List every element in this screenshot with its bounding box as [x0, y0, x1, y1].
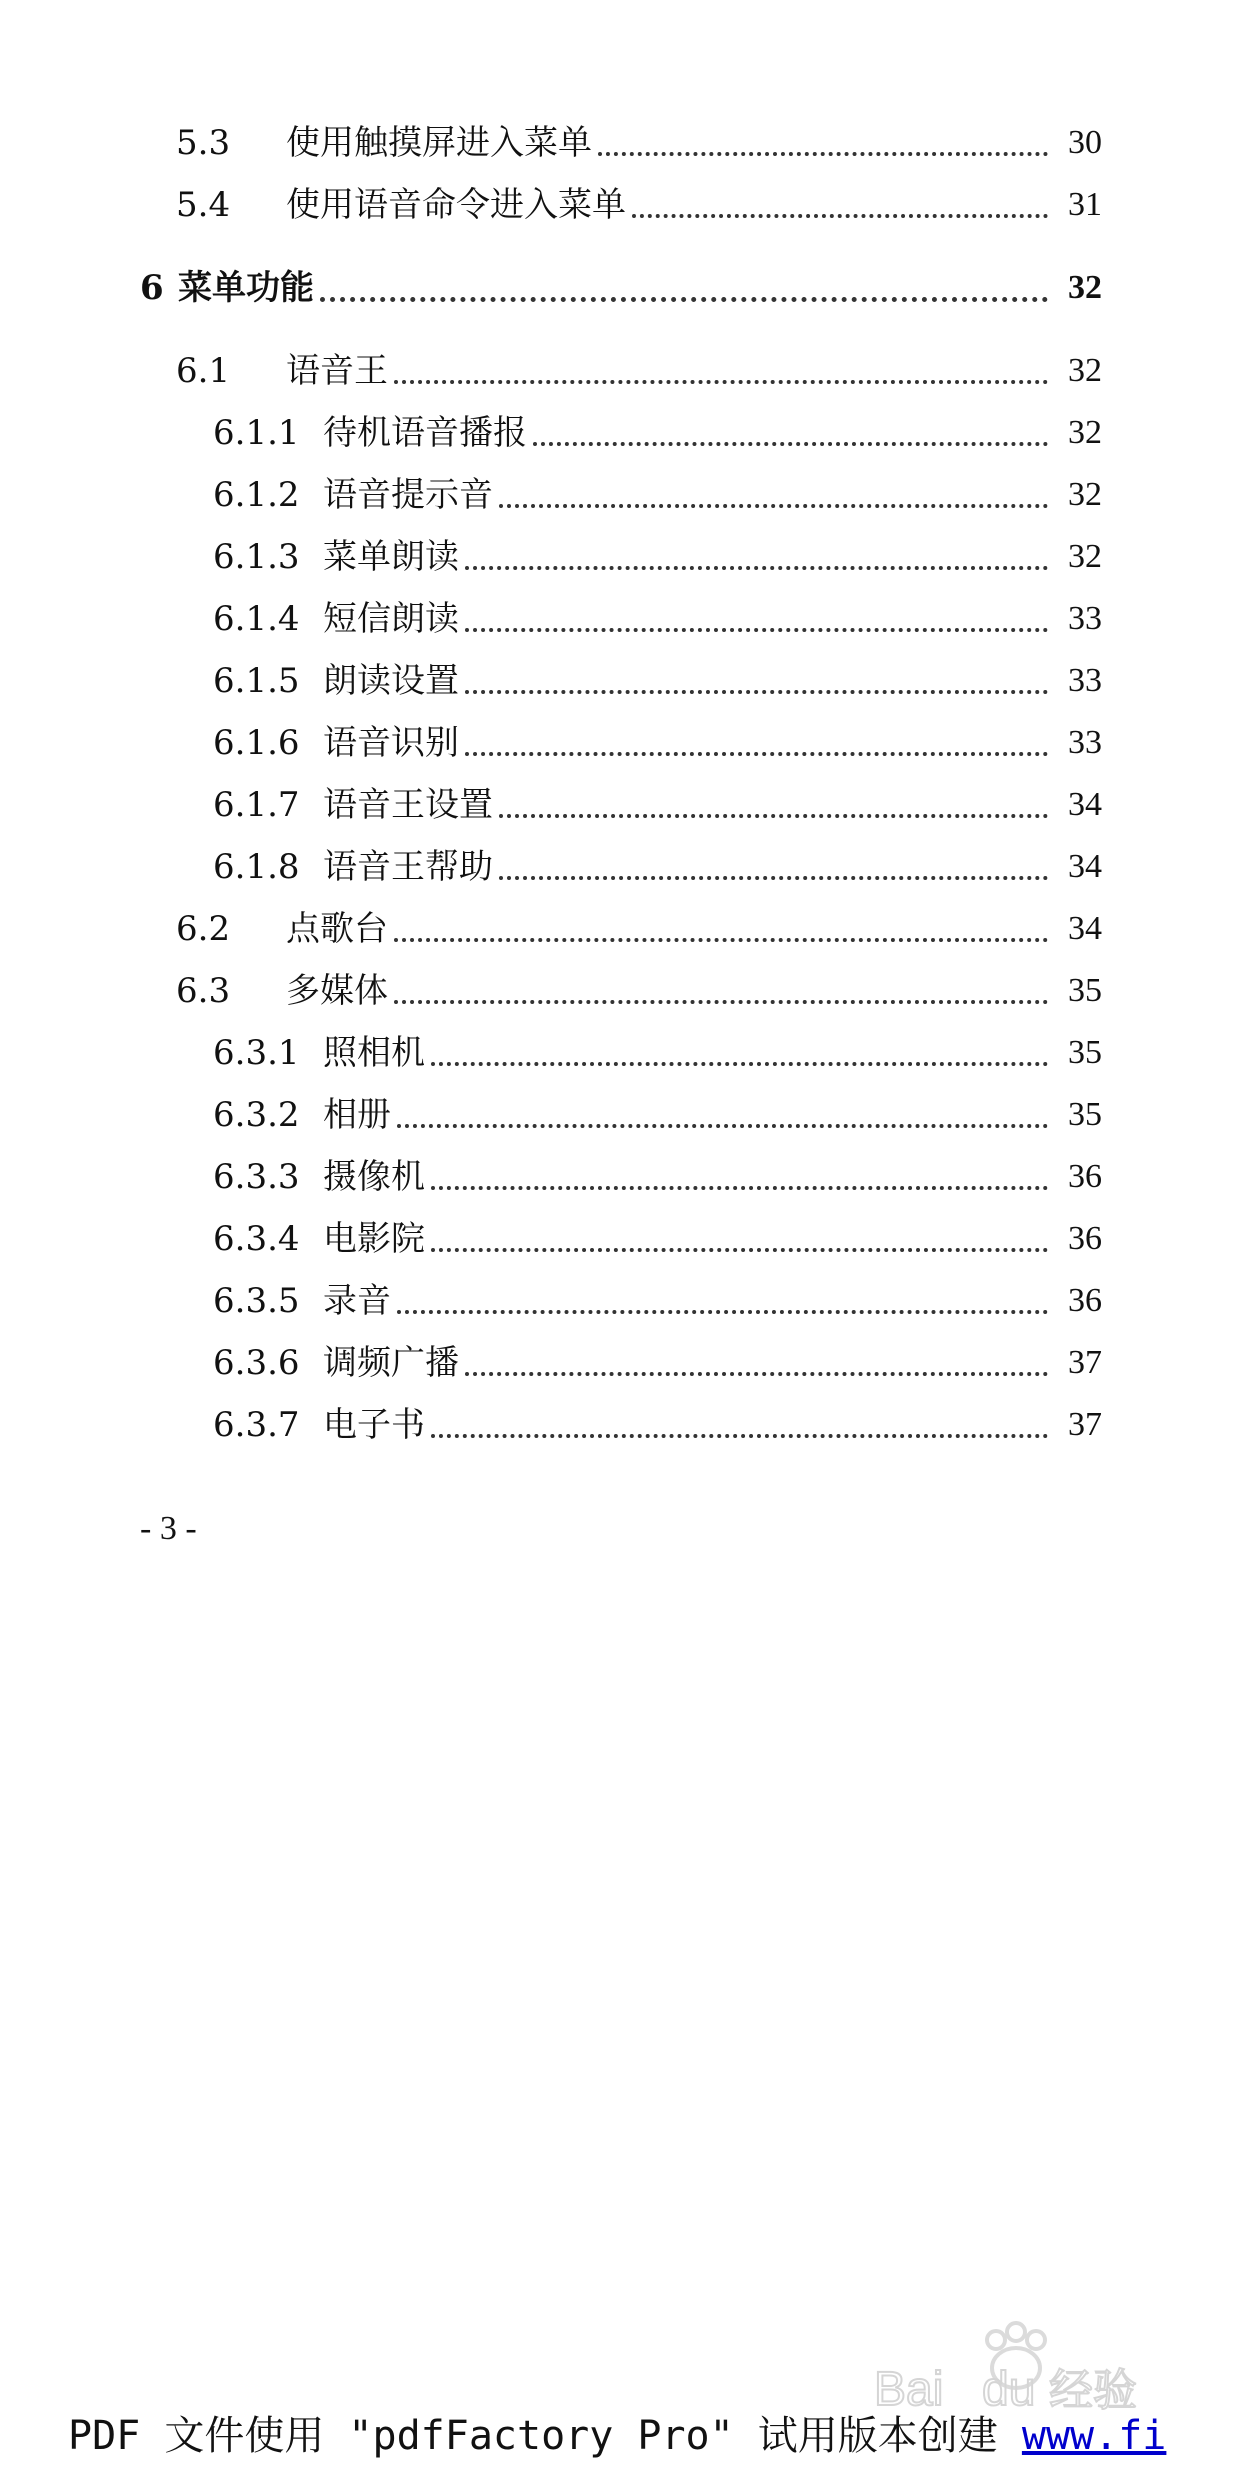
toc-entry-page: 32 [1068, 414, 1102, 451]
toc-leader-dots [465, 1338, 1048, 1376]
toc-entry-page: 33 [1068, 662, 1102, 699]
toc-entry-number: 6.2 [176, 909, 231, 949]
toc-entry-number: 6.3.3 [213, 1157, 300, 1197]
toc-entry-number: 5.4 [176, 185, 231, 225]
toc-entry-title: 语音王设置 [323, 785, 493, 825]
toc-entry[interactable] [0, 588, 1244, 650]
toc-entry[interactable] [0, 650, 1244, 712]
toc-entry-number: 6.3.4 [213, 1219, 300, 1259]
toc-leader-dots [499, 780, 1048, 818]
toc-entry-page: 37 [1068, 1344, 1102, 1381]
toc-leader-dots [465, 594, 1048, 632]
toc-entry-page: 33 [1068, 600, 1102, 637]
toc-leader-dots [431, 1214, 1048, 1252]
toc-entry[interactable] [0, 1332, 1244, 1394]
toc-entry-page: 35 [1068, 1034, 1102, 1071]
toc-leader-dots [320, 263, 1048, 302]
toc-entry[interactable] [0, 464, 1244, 526]
toc-entry-title: 摄像机 [323, 1157, 425, 1197]
toc-entry-page: 36 [1068, 1282, 1102, 1319]
toc-entry-page: 35 [1068, 972, 1102, 1009]
toc-entry-title: 语音王帮助 [323, 847, 493, 887]
table-of-contents [0, 112, 1244, 1456]
toc-entry[interactable] [0, 526, 1244, 588]
toc-entry-title: 菜单功能 [178, 268, 314, 308]
footer-text: PDF 文件使用 "pdfFactory Pro" 试用版本创建 [68, 2413, 1022, 2459]
toc-entry-title: 电子书 [323, 1405, 425, 1445]
toc-entry[interactable] [0, 1084, 1244, 1146]
footer-link[interactable]: www.fi [1021, 2413, 1167, 2459]
toc-entry-number: 6.3.7 [213, 1405, 300, 1445]
svg-text:du: du [982, 2363, 1036, 2416]
toc-entry[interactable] [0, 402, 1244, 464]
toc-entry-number: 5.3 [176, 123, 231, 163]
toc-entry-page: 34 [1068, 910, 1102, 947]
toc-leader-dots [499, 470, 1048, 508]
toc-leader-dots [431, 1028, 1048, 1066]
toc-leader-dots [397, 1090, 1048, 1128]
toc-leader-dots [499, 842, 1048, 880]
toc-leader-dots [394, 346, 1048, 384]
toc-entry-number: 6.3.1 [213, 1033, 300, 1073]
toc-entry-title: 调频广播 [323, 1343, 459, 1383]
toc-entry-title: 语音提示音 [323, 475, 493, 515]
toc-entry-number: 6.1.6 [213, 723, 300, 763]
toc-entry-number: 6.1.8 [213, 847, 300, 887]
toc-leader-dots [397, 1276, 1048, 1314]
toc-entry[interactable] [0, 960, 1244, 1022]
toc-leader-dots [431, 1152, 1048, 1190]
toc-leader-dots [394, 966, 1048, 1004]
toc-entry-page: 35 [1068, 1096, 1102, 1133]
toc-entry-title: 相册 [323, 1095, 391, 1135]
toc-entry-number: 6.1.4 [213, 599, 300, 639]
toc-entry[interactable] [0, 1270, 1244, 1332]
toc-entry[interactable] [0, 174, 1244, 236]
toc-entry-page: 34 [1068, 848, 1102, 885]
toc-entry[interactable] [0, 836, 1244, 898]
toc-entry-page: 30 [1068, 124, 1102, 161]
toc-entry-page: 32 [1068, 269, 1102, 306]
toc-entry-title: 电影院 [323, 1219, 425, 1259]
toc-entry-title: 使用触摸屏进入菜单 [286, 123, 592, 163]
toc-entry-title: 语音王 [286, 351, 388, 391]
toc-entry-number: 6.1.1 [213, 413, 300, 453]
toc-entry-number: 6.3.5 [213, 1281, 300, 1321]
toc-entry-title: 朗读设置 [323, 661, 459, 701]
toc-entry-title: 短信朗读 [323, 599, 459, 639]
toc-entry-number: 6.1.3 [213, 537, 300, 577]
page-number: - 3 - [140, 1510, 197, 1547]
toc-entry-page: 32 [1068, 538, 1102, 575]
toc-entry-page: 34 [1068, 786, 1102, 823]
toc-entry-number: 6.3 [176, 971, 231, 1011]
toc-entry-number: 6.3.2 [213, 1095, 300, 1135]
toc-entry[interactable] [0, 112, 1244, 174]
toc-leader-dots [465, 532, 1048, 570]
toc-entry[interactable] [0, 774, 1244, 836]
toc-leader-dots [533, 408, 1048, 446]
svg-text:经验: 经验 [1049, 2366, 1137, 2415]
toc-entry-title: 录音 [323, 1281, 391, 1321]
toc-entry-title: 使用语音命令进入菜单 [286, 185, 626, 225]
toc-entry-title: 点歌台 [286, 909, 388, 949]
toc-entry[interactable] [0, 898, 1244, 960]
toc-entry-page: 33 [1068, 724, 1102, 761]
toc-entry-number: 6.1 [176, 351, 231, 391]
toc-leader-dots [598, 118, 1048, 156]
toc-entry-title: 照相机 [323, 1033, 425, 1073]
toc-entry[interactable] [0, 1022, 1244, 1084]
toc-entry-page: 36 [1068, 1158, 1102, 1195]
toc-leader-dots [465, 656, 1048, 694]
toc-entry-title: 菜单朗读 [323, 537, 459, 577]
toc-entry[interactable] [0, 254, 1244, 322]
pdf-footer [68, 2404, 1244, 2461]
toc-entry-page: 32 [1068, 352, 1102, 389]
toc-entry-number: 6.3.6 [213, 1343, 300, 1383]
toc-entry[interactable] [0, 340, 1244, 402]
toc-entry-number: 6 [140, 268, 164, 308]
toc-leader-dots [465, 718, 1048, 756]
toc-entry-title: 待机语音播报 [323, 413, 527, 453]
toc-entry[interactable] [0, 1146, 1244, 1208]
toc-entry[interactable] [0, 1208, 1244, 1270]
toc-leader-dots [394, 904, 1048, 942]
toc-entry-number: 6.1.7 [213, 785, 300, 825]
toc-entry-page: 32 [1068, 476, 1102, 513]
toc-leader-dots [632, 180, 1048, 218]
toc-entry-page: 31 [1068, 186, 1102, 223]
toc-entry[interactable] [0, 1394, 1244, 1456]
toc-entry-number: 6.1.5 [213, 661, 300, 701]
toc-leader-dots [431, 1400, 1048, 1438]
toc-entry-title: 多媒体 [286, 971, 388, 1011]
toc-entry-page: 36 [1068, 1220, 1102, 1257]
toc-entry-number: 6.1.2 [213, 475, 300, 515]
toc-entry[interactable] [0, 712, 1244, 774]
toc-entry-title: 语音识别 [323, 723, 459, 763]
toc-entry-page: 37 [1068, 1406, 1102, 1443]
svg-text:Bai: Bai [874, 2363, 944, 2416]
